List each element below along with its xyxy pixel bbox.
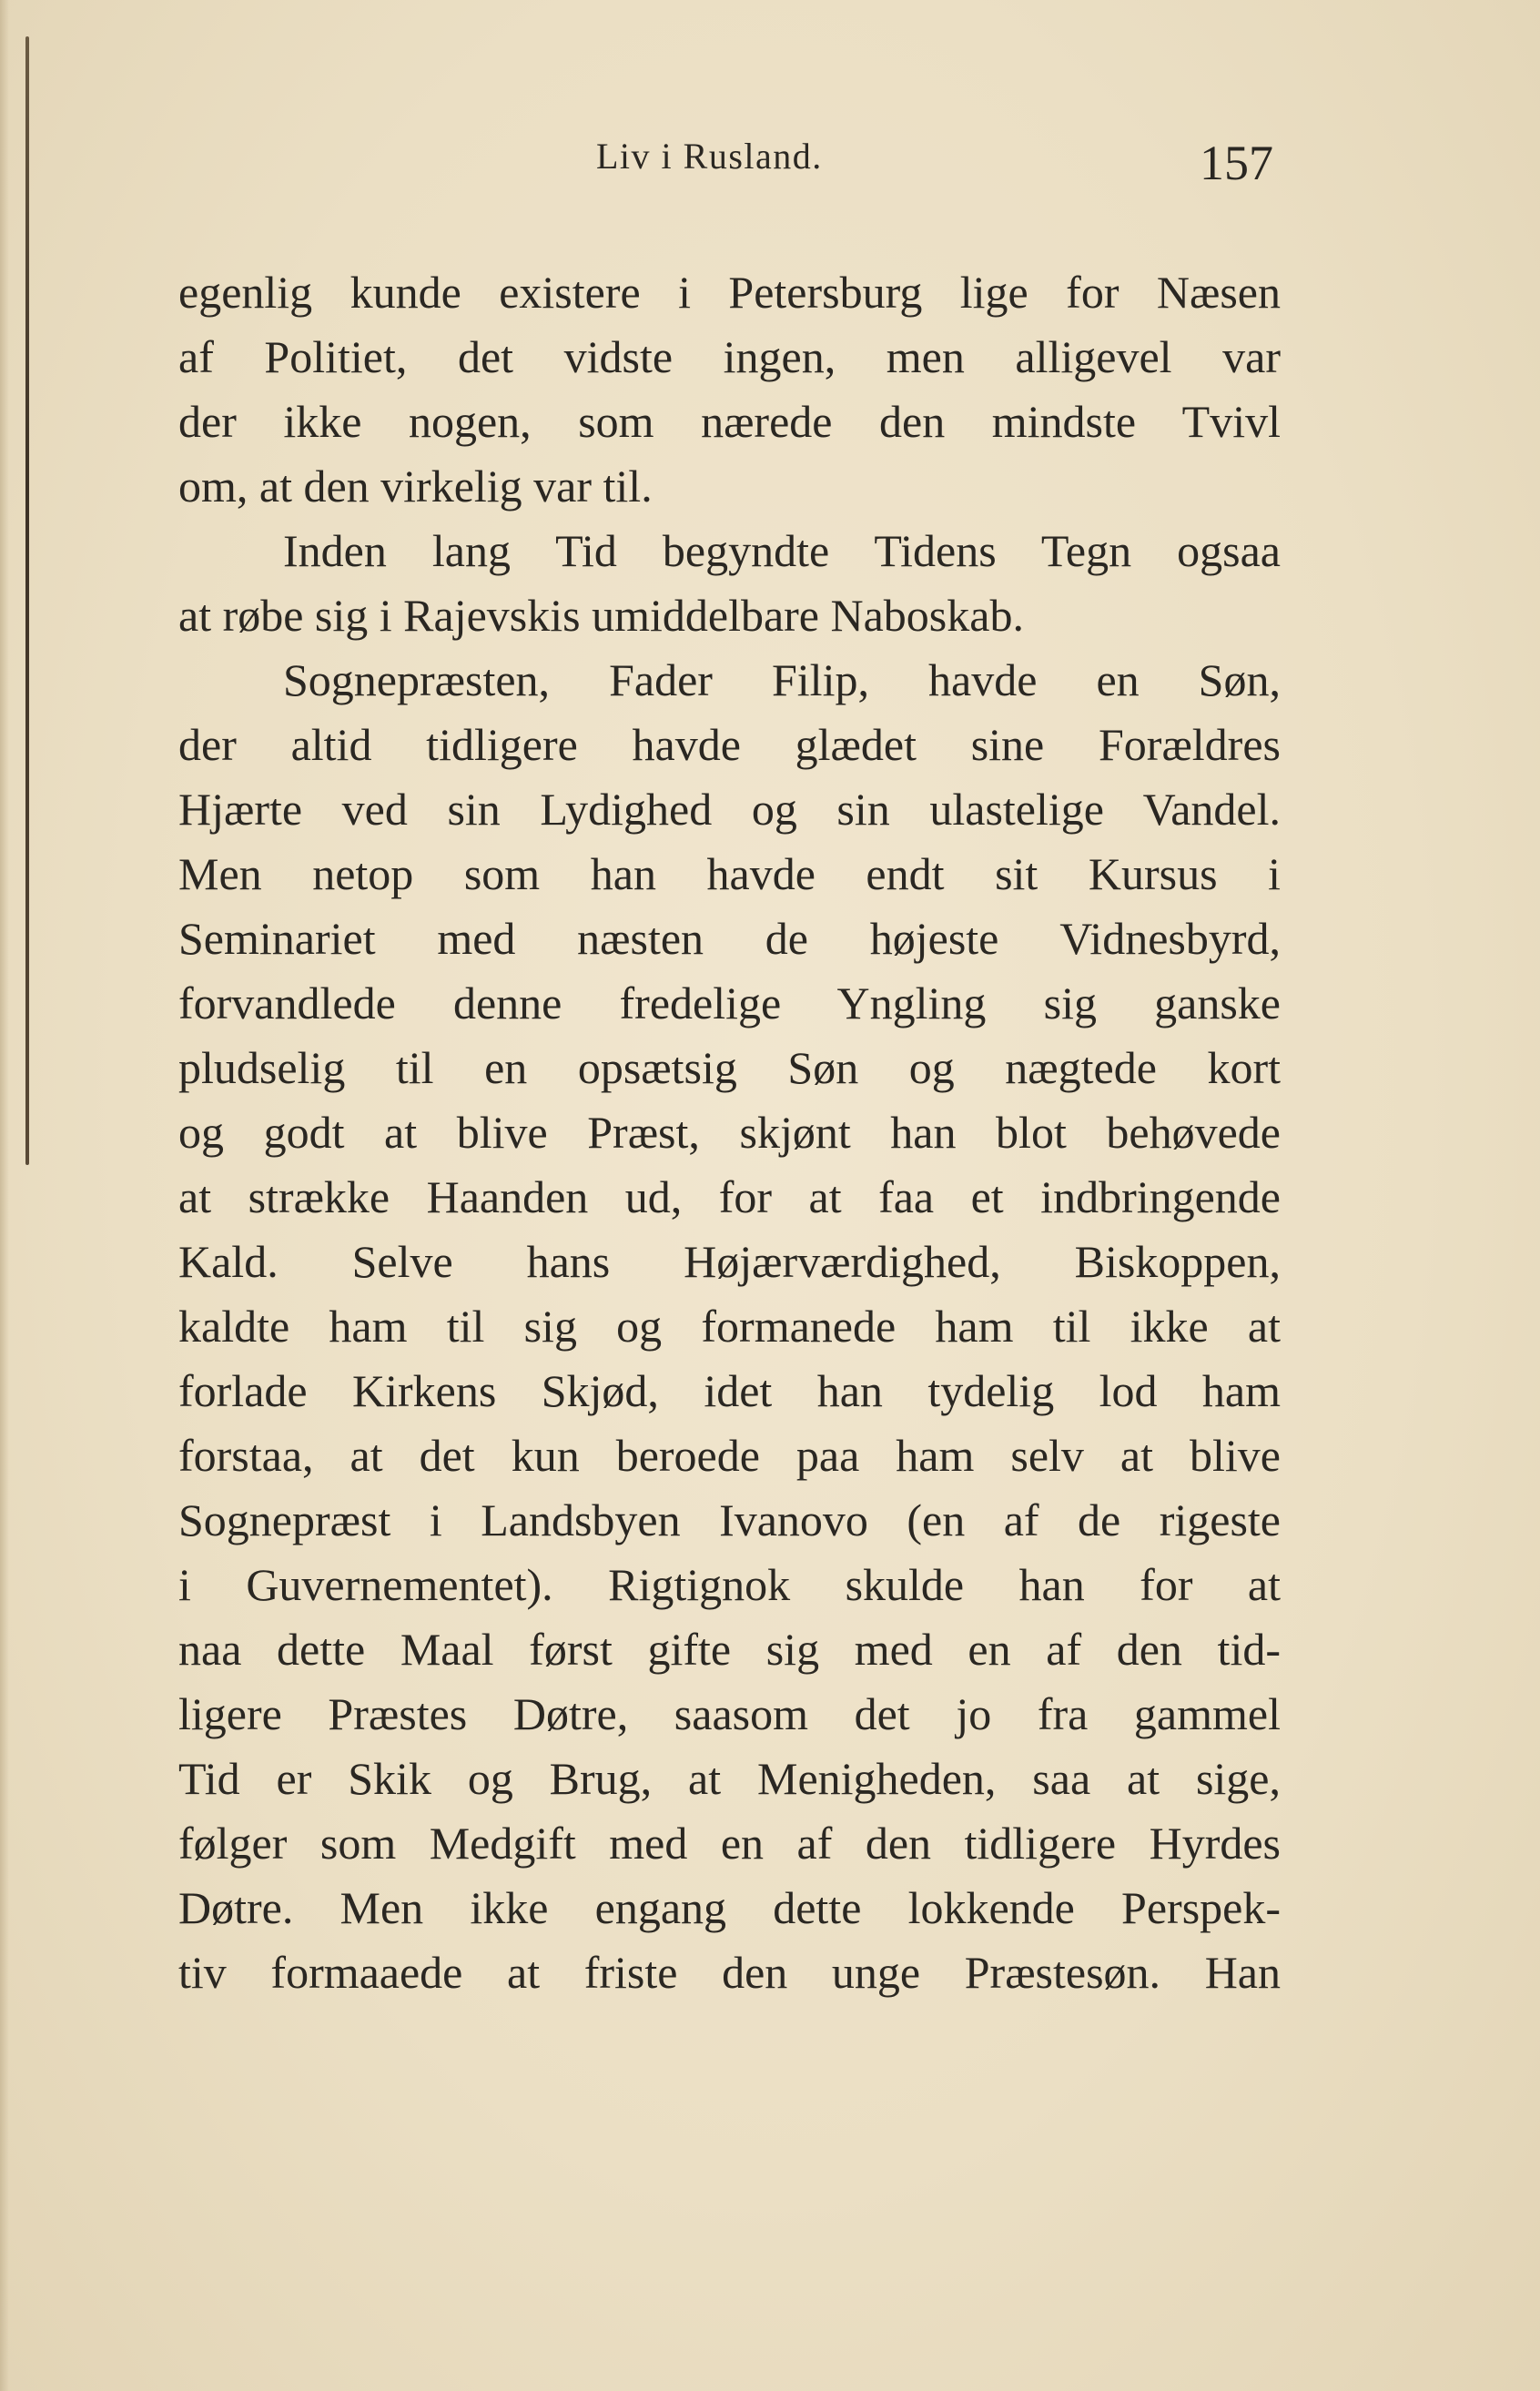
text-line: forvandlede denne fredelige Yngling sig ganske [178,978,1281,1028]
text-line: forlade Kirkens Skjød, idet han tydelig lod ham [178,1365,1281,1416]
text-line: Sognepræsten, Fader Filip, havde en Søn, [283,654,1281,705]
text-line: der ikke nogen, som nærede den mindste Tvivl [178,396,1281,447]
text-line: af Politiet, det vidste ingen, men alligevel var [178,331,1281,382]
text-line: pludselig til en opsætsig Søn og nægtede kort [178,1042,1281,1093]
text-line: Kald. Selve hans Højærværdighed, Biskoppen, [178,1236,1281,1287]
text-line: Døtre. Men ikke engang dette lokkende Perspek- [178,1882,1281,1933]
text-line: om, at den virkelig var til. [178,461,653,512]
text-line: Inden lang Tid begyndte Tidens Tegn ogsaa [283,525,1281,576]
text-line: Hjærte ved sin Lydighed og sin ulastelige Vandel. [178,784,1281,835]
text-line: tiv formaaede at friste den unge Præstesøn. Han [178,1947,1281,1998]
text-line: ligere Præstes Døtre, saasom det jo fra gammel [178,1688,1281,1739]
text-line: Seminariet med næsten de højeste Vidnesbyrd, [178,913,1281,964]
text-line: at røbe sig i Rajevskis umiddelbare Naboskab. [178,590,1024,641]
running-head-title: Liv i Rusland. [596,136,823,177]
text-line: Tid er Skik og Brug, at Menigheden, saa at sige, [178,1753,1281,1804]
body-text [178,260,1281,2005]
text-line: i Guvernementet). Rigtignok skulde han for at [178,1559,1281,1610]
text-line: forstaa, at det kun beroede paa ham selv at blive [178,1430,1281,1481]
page-edge-shadow [0,0,9,2391]
text-line: Men netop som han havde endt sit Kursus i [178,848,1281,899]
text-line: og godt at blive Præst, skjønt han blot behøvede [178,1107,1281,1158]
text-line: der altid tidligere havde glædet sine Forældres [178,719,1281,770]
text-line: naa dette Maal først gifte sig med en af den tid- [178,1624,1281,1675]
text-line: Sognepræst i Landsbyen Ivanovo (en af de rigeste [178,1494,1281,1545]
binding-edge-line [25,36,29,1165]
page-number: 157 [1200,136,1273,190]
text-line: egenlig kunde existere i Petersburg lige for Næsen [178,267,1281,318]
text-line: kaldte ham til sig og formanede ham til ikke at [178,1301,1281,1352]
text-line: at strække Haanden ud, for at faa et indbringende [178,1171,1281,1222]
text-line: følger som Medgift med en af den tidligere Hyrdes [178,1818,1281,1869]
